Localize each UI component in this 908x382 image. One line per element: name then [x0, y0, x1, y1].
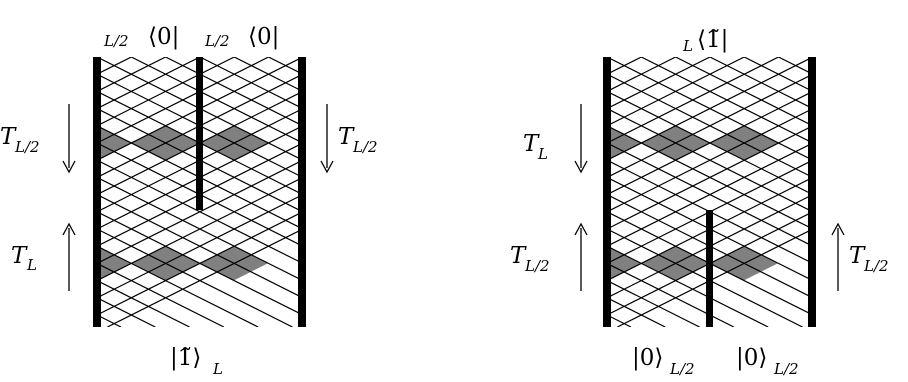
transfer-subscript: L: [27, 256, 37, 274]
lattice-line: [617, 57, 908, 327]
lattice-line: [0, 57, 371, 327]
right-bottom-state-1: [632, 345, 695, 378]
lattice-line: [577, 57, 908, 327]
right-arrow-up-left: [575, 224, 587, 291]
lattice-line: [0, 57, 224, 327]
left-bottom-state: [170, 345, 223, 378]
lattice-line: [0, 57, 166, 327]
right-arrow-up-right: [832, 224, 844, 291]
lattice-line: [377, 57, 908, 327]
transfer-label: T: [510, 243, 526, 269]
lattice-line: [0, 57, 258, 327]
left-arrow-down-right: [321, 104, 333, 172]
state-subscript: L/2: [670, 360, 695, 378]
transfer-subscript: L/2: [15, 138, 40, 156]
state-ket: |0⟩: [736, 345, 768, 371]
lattice-line: [446, 57, 908, 327]
state-subscript: L/2: [774, 360, 799, 378]
lattice-line: [0, 57, 87, 327]
lattice-line: [269, 57, 807, 327]
lattice-line: [367, 57, 905, 327]
lattice-line: [0, 57, 509, 327]
lattice-line: [0, 57, 63, 327]
lattice-line: [0, 57, 498, 327]
lattice-line: [0, 57, 327, 327]
left-arrow-up: [63, 224, 75, 291]
lattice-line: [93, 57, 631, 327]
lattice-line: [69, 57, 607, 327]
lattice-line: [0, 57, 361, 327]
lattice-line: [744, 57, 908, 327]
lattice-line: [0, 57, 337, 327]
left-center-bar: [196, 57, 203, 210]
lattice-line: [0, 57, 298, 327]
left-lattice: [0, 57, 908, 327]
transfer-label: T: [849, 243, 865, 269]
lattice-line: [0, 57, 538, 327]
lattice-line: [847, 57, 908, 327]
lattice-line: [412, 57, 908, 327]
right-arrow-down: [575, 104, 587, 172]
state-subscript: L: [213, 360, 223, 378]
right-outer-bar-right: [808, 57, 816, 327]
lattice-line: [813, 57, 908, 327]
state-subscript: L/2: [104, 32, 129, 50]
lattice-line: [303, 57, 841, 327]
lattice-line: [0, 57, 470, 327]
lattice-line: [103, 57, 641, 327]
lattice-line: [0, 57, 97, 327]
lattice-line: [480, 57, 908, 327]
left-outer-bar-left: [93, 57, 101, 327]
right-top-state: [682, 27, 728, 55]
transfer-label: T: [0, 124, 16, 150]
lattice-line: [234, 57, 772, 327]
lattice-line: [0, 57, 292, 327]
left-lattice-lines: [0, 57, 908, 327]
state-bra: ⟨0|: [248, 24, 280, 50]
transfer-subscript: L: [538, 145, 548, 163]
lattice-line: [0, 57, 533, 327]
lattice-line: [371, 57, 908, 327]
state-ket: |0⟩: [632, 345, 664, 371]
lattice-line: [583, 57, 908, 327]
lattice-line: [58, 57, 596, 327]
lattice-line: [127, 57, 665, 327]
transfer-subscript: L/2: [525, 257, 550, 275]
right-center-bar: [706, 210, 713, 327]
right-label-bottom: [510, 243, 550, 275]
lattice-line: [0, 57, 155, 327]
lattice-line: [309, 57, 847, 327]
left-outer-bar-right: [298, 57, 306, 327]
lattice-line: [0, 57, 367, 327]
state-subscript: L: [683, 37, 693, 55]
transfer-label: T: [523, 131, 539, 157]
lattice-line: [0, 57, 440, 327]
lattice-line: [0, 57, 58, 327]
lattice-line: [0, 57, 333, 327]
lattice-line: [343, 57, 881, 327]
left-label-bottom: [11, 243, 37, 274]
lattice-line: [0, 57, 131, 327]
right-outer-bar-left: [603, 57, 611, 327]
transfer-subscript: L/2: [353, 138, 378, 156]
transfer-subscript: L/2: [864, 257, 889, 275]
state-subscript: L/2: [205, 32, 230, 50]
right-label-right: [849, 243, 889, 275]
lattice-line: [0, 57, 474, 327]
lattice-line: [0, 57, 28, 327]
left-arrow-down: [63, 104, 75, 172]
lattice-line: [4, 57, 542, 327]
left-top-state-2: [204, 24, 279, 50]
lattice-line: [881, 57, 908, 327]
lattice-line: [0, 57, 93, 327]
left-label-top: [0, 124, 40, 156]
lattice-line: [612, 57, 908, 327]
left-top-state-1: [103, 24, 179, 50]
right-bottom-state-2: [736, 345, 799, 378]
lattice-line: [779, 57, 908, 327]
right-label-top: [523, 131, 548, 163]
lattice-line: [0, 57, 430, 327]
lattice-line: [646, 57, 908, 327]
lattice-line: [0, 57, 436, 327]
state-bra: ⟨1̃|: [697, 27, 729, 53]
left-label-right: [338, 124, 378, 156]
lattice-line: [543, 57, 908, 327]
lattice-line: [474, 57, 908, 327]
state-bra: ⟨0|: [148, 24, 180, 50]
lattice-line: [549, 57, 908, 327]
state-ket: |1̃⟩: [170, 345, 202, 371]
lattice-line: [0, 57, 504, 327]
transfer-label: T: [338, 124, 354, 150]
lattice-line: [137, 57, 675, 327]
lattice-line: [0, 57, 264, 327]
lattice-line: [406, 57, 908, 327]
lattice-line: [274, 57, 812, 327]
transfer-label: T: [11, 243, 27, 269]
